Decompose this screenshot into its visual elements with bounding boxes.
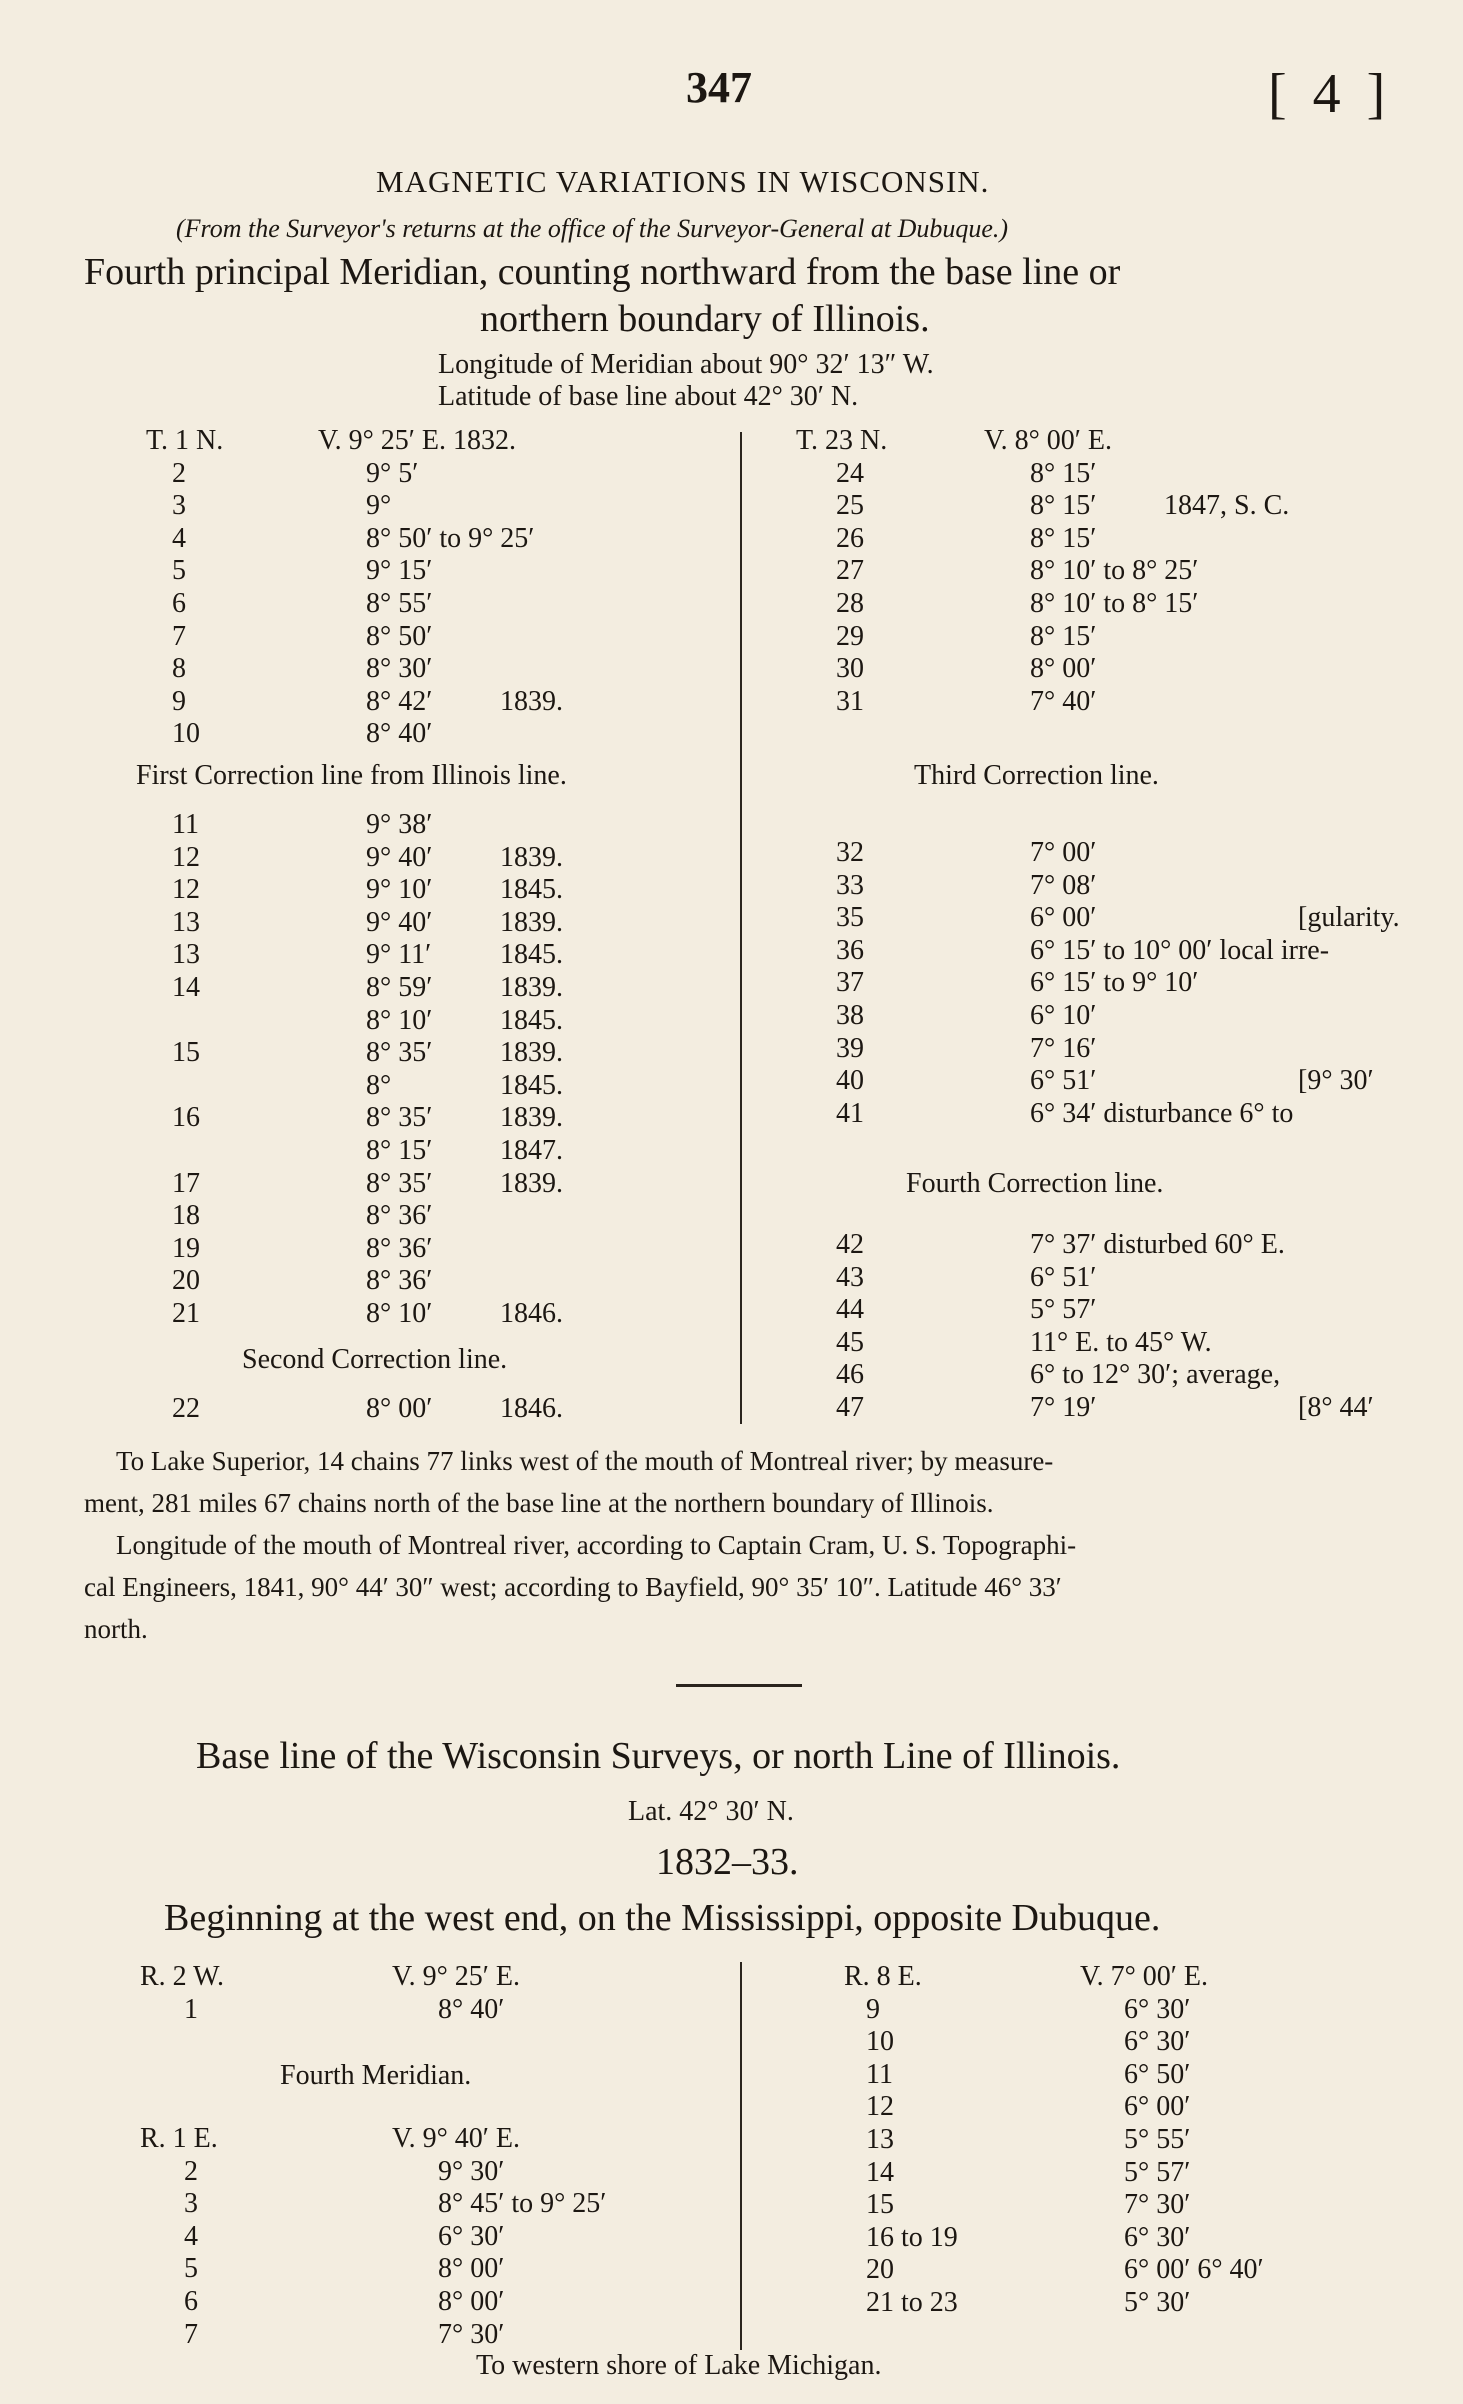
- note-cell: [gularity.: [1298, 902, 1400, 934]
- township-cell: 37: [836, 967, 864, 999]
- year-cell: 1839.: [500, 841, 563, 873]
- variation-cell: V. 9° 25′ E. 1832.: [318, 425, 517, 456]
- variation-cell: 6° 15′ to 10° 00′ local irre-: [1030, 934, 1330, 966]
- variation-cell: 9° 40′: [366, 841, 433, 873]
- variation-cell: 5° 55′: [1124, 2124, 1191, 2155]
- township-cell: 7: [172, 620, 186, 652]
- paragraph-lake-superior-1: To Lake Superior, 14 chains 77 links west of the mouth of Montreal river; by measure-: [116, 1446, 1054, 1476]
- base-latitude: Latitude of base line about 42° 30′ N.: [438, 381, 859, 412]
- variation-cell: 8° 10′ to 8° 15′: [1030, 588, 1199, 619]
- township-cell: 15: [172, 1037, 200, 1069]
- township-cell: 6: [172, 588, 186, 619]
- variation-cell: 6° 30′: [1124, 2026, 1191, 2058]
- meridian-longitude: Longitude of Meridian about 90° 32′ 13″ W.: [438, 349, 934, 380]
- township-cell: 13: [172, 939, 200, 971]
- township-cell: 10: [172, 718, 200, 750]
- township-cell: 9: [172, 685, 186, 717]
- variation-cell: 8° 00′: [438, 2286, 505, 2317]
- variation-cell: 6° 30′: [438, 2220, 505, 2252]
- township-cell: 44: [836, 1294, 864, 1326]
- year-cell: 1839.: [500, 685, 563, 717]
- township-cell: 27: [836, 555, 864, 587]
- variation-cell: 9° 10′: [366, 874, 433, 906]
- section2-latitude: Lat. 42° 30′ N.: [628, 1796, 794, 1827]
- variation-cell: 9° 5′: [366, 457, 419, 489]
- township-cell: 4: [172, 522, 186, 554]
- variation-cell: V. 9° 40′ E.: [392, 2123, 521, 2154]
- fourth-correction-line: Fourth Correction line.: [906, 1168, 1164, 1199]
- page-number: 347: [686, 63, 752, 112]
- range-cell: 20: [866, 2254, 894, 2286]
- township-cell: 11: [172, 809, 199, 840]
- range-cell: R. 1 E.: [140, 2123, 218, 2154]
- variation-cell: 8° 35′: [366, 1167, 433, 1199]
- variation-cell: 9° 38′: [366, 809, 433, 840]
- township-cell: 43: [836, 1261, 864, 1293]
- township-cell: 47: [836, 1392, 864, 1423]
- variation-cell: 8° 10′: [366, 1298, 433, 1329]
- section2-beginning: Beginning at the west end, on the Mississippi, opposite Dubuque.: [164, 1897, 1161, 1939]
- variation-cell: 6° 51′: [1030, 1065, 1097, 1097]
- range-cell: 15: [866, 2189, 894, 2221]
- variation-cell: 6° to 12° 30′; average,: [1030, 1359, 1281, 1391]
- township-cell: 33: [836, 869, 864, 901]
- year-cell: 1847.: [500, 1135, 563, 1166]
- note-cell: [9° 30′: [1298, 1065, 1374, 1097]
- section-title: MAGNETIC VARIATIONS IN WISCONSIN.: [376, 164, 990, 199]
- variation-cell: 6° 50′: [1124, 2058, 1191, 2090]
- third-correction-line: Third Correction line.: [914, 760, 1159, 791]
- variation-cell: 9° 15′: [366, 555, 433, 587]
- township-cell: 2: [172, 457, 186, 489]
- meridian-line-2: northern boundary of Illinois.: [480, 298, 930, 340]
- range-cell: R. 2 W.: [140, 1961, 225, 1992]
- variation-cell: 5° 30′: [1124, 2287, 1191, 2318]
- variation-cell: 8° 35′: [366, 1037, 433, 1069]
- column-divider: [740, 432, 742, 1424]
- meridian-line-1: Fourth principal Meridian, counting northward from the base line or: [84, 251, 1121, 293]
- note-cell: 1847, S. C.: [1164, 490, 1290, 522]
- township-cell: 16: [172, 1102, 200, 1134]
- township-cell: 17: [172, 1167, 200, 1199]
- variation-cell: 6° 30′: [1124, 2221, 1191, 2253]
- range-cell: 12: [866, 2091, 894, 2123]
- paragraph-longitude-1: Longitude of the mouth of Montreal river, according to Captain Cram, U. S. Topographi-: [116, 1530, 1077, 1560]
- section2-footer: To western shore of Lake Michigan.: [476, 2350, 882, 2381]
- range-cell: 2: [184, 2155, 198, 2187]
- township-cell: 28: [836, 588, 864, 619]
- variation-cell: 8° 15′: [1030, 620, 1097, 652]
- year-cell: 1845.: [500, 1069, 563, 1101]
- variation-cell: 8° 50′: [366, 620, 433, 652]
- variation-cell: 8° 40′: [366, 718, 433, 750]
- year-cell: 1846.: [500, 1298, 563, 1329]
- range-cell: 6: [184, 2286, 198, 2317]
- variation-cell: 6° 15′ to 9° 10′: [1030, 967, 1199, 999]
- variation-cell: 8° 30′: [366, 653, 433, 685]
- township-cell: 26: [836, 522, 864, 554]
- variation-cell: 8° 40′: [438, 1993, 505, 2025]
- variation-cell: 8° 15′: [1030, 522, 1097, 554]
- township-cell: 29: [836, 620, 864, 652]
- second-correction-line: Second Correction line.: [242, 1344, 508, 1375]
- document-page: 347 [ 4 ] MAGNETIC VARIATIONS IN WISCONSIN. (From the Surveyor's returns at the office of the Surveyor-General at Dubuque.) Fourth principal Meridian, counting northward from the base line or northern boundary of Illinois. Longitude of Meridian about 90° 32′ 13″ W. Latitude of base line about 42° 30′ N. T. 1 N. V. 9° 25′ E. 1832. 2 9° 5′ 3 9° 4 8° 50′ to 9° 25′ 5 9° 15′ 6 8° 55′ 7 8° 50′ 8 8° 30′ 9 8° 42′ 1839. 10 8° 40′ First Correction line from Illinois line. 11 9° 38′ 12 9° 40′ 1839. 12 9° 10′ 1845. 13 9° 40′ 1839. 13 9° 11′ 1845. 14 8° 59′ 1839. 8° 10′ 1845. 15 8° 35′ 1839. 8° 1845. 16 8° 35′ 1839. 8° 15′ 1847. 17 8° 35′ 1839. 18 8° 36′ 19 8° 36′ 20 8° 36′ 21 8° 10′ 1846. Second Correction line. 22 8° 00′ 1846. T. 23 N. V. 8° 00′ E. 24 8° 15′ 25 8° 15′ 1847, S. C. 26 8° 15′ 27 8° 10′ to 8° 25′ 28 8° 10′ to 8° 15′ 29 8° 15′ 30 8° 00′ 31 7° 40′ Third Correction line. 32 7° 00′ 33 7° 08′ 35 6° 00′ [gularity. 36 6° 15′ to 10° 00′ local irre- 37 6° 15′ to 9° 10′ 38 6° 10′ 39 7° 16′ 40 6° 51′ [9° 30′ 41 6° 34′ disturbance 6° to Fourth Correction line. 42 7° 37′ disturbed 60° E. 43 6° 51′ 44 5° 57′ 45 11° E. to 45° W. 46 6° to 12° 30′; average, 47 7° 19′ [8° 44′ To Lake Superior, 14 chains 77 links west of the mouth of Montreal river; by measure- ment, 281 miles 67 chains north of the base line at the northern boundary of Illinois. Longitude of the mouth of Montreal river, according to Captain Cram, U. S. Topographi- cal Engineers, 1841, 90° 44′ 30″ west; according to Bayfield, 90° 35′ 10″. Latitude 46° 33′ north. Base line of the Wisconsin Surveys, or north Line of Illinois. Lat. 42° 30′ N. 1832–33. Beginning at the west end, on the Mississippi, opposite Dubuque. R. 2 W. V. 9° 25′ E. 1 8° 40′ Fourth Meridian. R. 1 E. V. 9° 40′ E. 2 9° 30′ 3 8° 45′ to 9° 25′ 4 6° 30′ 5 8° 00′ 6 8° 00′ 7 7° 30′ R. 8 E. V. 7° 00′ E. 9 6° 30′ 10 6° 30′ 11 6° 50′ 12 6° 00′ 13 5° 55′ 14 5° 57′ 15 7° 30′ 16 to 19 6° 30′ 20 6° 00′ 6° 40′ 21 to 23 5° 30′ To western shore of Lake Michigan.: [84, 63, 1400, 2381]
- year-cell: 1839.: [500, 906, 563, 938]
- variation-cell: 6° 51′: [1030, 1261, 1097, 1293]
- township-cell: 38: [836, 1000, 864, 1031]
- range-cell: 14: [866, 2156, 894, 2188]
- variation-cell: 8° 00′: [438, 2253, 505, 2285]
- township-cell: T. 1 N.: [146, 425, 224, 456]
- variation-cell: 5° 57′: [1030, 1294, 1097, 1326]
- range-cell: 10: [866, 2026, 894, 2058]
- township-cell: 46: [836, 1359, 864, 1391]
- variation-cell: 8° 10′ to 8° 25′: [1030, 555, 1199, 587]
- year-cell: 1839.: [500, 1167, 563, 1199]
- variation-cell: 6° 00′: [1124, 2091, 1191, 2123]
- variation-cell: V. 8° 00′ E.: [984, 425, 1113, 456]
- variation-cell: 7° 40′: [1030, 685, 1097, 717]
- township-cell: 14: [172, 972, 200, 1003]
- variation-cell: 6° 00′ 6° 40′: [1124, 2254, 1264, 2286]
- township-cell: 20: [172, 1265, 200, 1297]
- variation-cell: 7° 08′: [1030, 869, 1097, 901]
- variation-cell: 8° 15′: [1030, 457, 1097, 489]
- township-cell: 32: [836, 837, 864, 868]
- township-cell: 8: [172, 653, 186, 685]
- year-cell: 1845.: [500, 874, 563, 906]
- variation-cell: 7° 16′: [1030, 1032, 1097, 1064]
- township-cell: 39: [836, 1032, 864, 1064]
- variation-cell: 6° 00′: [1030, 902, 1097, 934]
- township-cell: 41: [836, 1097, 864, 1129]
- township-cell: T. 23 N.: [796, 425, 888, 456]
- paragraph-longitude-3: north.: [84, 1614, 148, 1644]
- column-divider-2: [740, 1962, 742, 2350]
- year-cell: 1839.: [500, 972, 563, 1003]
- range-cell: 1: [184, 1993, 198, 2025]
- variation-cell: 8° 59′: [366, 972, 433, 1003]
- paragraph-lake-superior-2: ment, 281 miles 67 chains north of the base line at the northern boundary of Illinois.: [84, 1488, 994, 1518]
- first-correction-line: First Correction line from Illinois line.: [136, 760, 567, 791]
- variation-cell: 8°: [366, 1069, 392, 1101]
- range-cell: 4: [184, 2220, 198, 2252]
- variation-cell: 8° 42′: [366, 685, 433, 717]
- township-cell: 42: [836, 1229, 864, 1260]
- range-cell: 5: [184, 2253, 198, 2285]
- township-cell: 35: [836, 902, 864, 934]
- variation-cell: 9° 40′: [366, 906, 433, 938]
- variation-cell: 8° 45′ to 9° 25′: [438, 2188, 607, 2220]
- paragraph-longitude-2: cal Engineers, 1841, 90° 44′ 30″ west; according to Bayfield, 90° 35′ 10″. Latitude 46° 33′: [84, 1572, 1062, 1602]
- variation-cell: V. 9° 25′ E.: [392, 1961, 521, 1992]
- variation-cell: 7° 30′: [1124, 2189, 1191, 2221]
- source-note: (From the Surveyor's returns at the office of the Surveyor-General at Dubuque.): [176, 214, 1009, 243]
- variation-cell: 9° 30′: [438, 2155, 505, 2187]
- township-cell: 31: [836, 685, 864, 717]
- variation-cell: 8° 15′: [1030, 490, 1097, 522]
- variation-cell: 5° 57′: [1124, 2156, 1191, 2188]
- variation-cell: 7° 30′: [438, 2318, 505, 2350]
- variation-cell: 8° 35′: [366, 1102, 433, 1134]
- township-cell: 45: [836, 1326, 864, 1358]
- section2-title: Base line of the Wisconsin Surveys, or north Line of Illinois.: [196, 1735, 1121, 1777]
- variation-cell: 9°: [366, 490, 392, 522]
- variation-cell: 8° 36′: [366, 1232, 433, 1264]
- variation-cell: 9° 11′: [366, 939, 432, 971]
- range-cell: 21 to 23: [866, 2287, 958, 2318]
- range-cell: 11: [866, 2058, 893, 2090]
- township-cell: 25: [836, 490, 864, 522]
- section2-years: 1832–33.: [656, 1841, 799, 1883]
- variation-cell: 8° 00′: [1030, 653, 1097, 685]
- range-cell: 3: [184, 2188, 198, 2220]
- year-cell: 1845.: [500, 1004, 563, 1036]
- township-cell: 24: [836, 457, 864, 489]
- variation-cell: 6° 10′: [1030, 1000, 1097, 1031]
- township-cell: 12: [172, 841, 200, 873]
- variation-cell: 8° 55′: [366, 588, 433, 619]
- township-cell: 36: [836, 934, 864, 966]
- township-cell: 19: [172, 1232, 200, 1264]
- township-cell: 21: [172, 1298, 200, 1329]
- variation-cell: V. 7° 00′ E.: [1080, 1961, 1209, 1992]
- variation-cell: 8° 36′: [366, 1200, 433, 1232]
- township-cell: 3: [172, 490, 186, 522]
- range-cell: 7: [184, 2318, 198, 2350]
- variation-cell: 7° 19′: [1030, 1392, 1097, 1423]
- township-cell: 30: [836, 653, 864, 685]
- section-separator: [676, 1684, 802, 1687]
- variation-cell: 8° 10′: [366, 1004, 433, 1036]
- year-cell: 1839.: [500, 1102, 563, 1134]
- fourth-meridian-label: Fourth Meridian.: [280, 2060, 472, 2091]
- variation-cell: 6° 30′: [1124, 1993, 1191, 2025]
- year-cell: 1845.: [500, 939, 563, 971]
- range-cell: R. 8 E.: [844, 1961, 922, 1992]
- range-cell: 9: [866, 1993, 880, 2025]
- variation-cell: 11° E. to 45° W.: [1030, 1326, 1212, 1358]
- variation-cell: 8° 15′: [366, 1135, 433, 1166]
- township-cell: 12: [172, 874, 200, 906]
- year-cell: 1839.: [500, 1037, 563, 1069]
- range-cell: 13: [866, 2124, 894, 2155]
- township-cell: 5: [172, 555, 186, 587]
- variation-cell: 6° 34′ disturbance 6° to: [1030, 1097, 1294, 1129]
- variation-cell: 8° 50′ to 9° 25′: [366, 522, 535, 554]
- note-cell: [8° 44′: [1298, 1392, 1374, 1423]
- township-cell: 40: [836, 1065, 864, 1097]
- section-code: [ 4 ]: [1268, 63, 1392, 125]
- variation-cell: 7° 00′: [1030, 837, 1097, 868]
- range-cell: 16 to 19: [866, 2221, 958, 2253]
- variation-cell: 7° 37′ disturbed 60° E.: [1030, 1229, 1285, 1260]
- township-cell: 13: [172, 906, 200, 938]
- township-cell: 18: [172, 1200, 200, 1232]
- variation-cell: 8° 36′: [366, 1265, 433, 1297]
